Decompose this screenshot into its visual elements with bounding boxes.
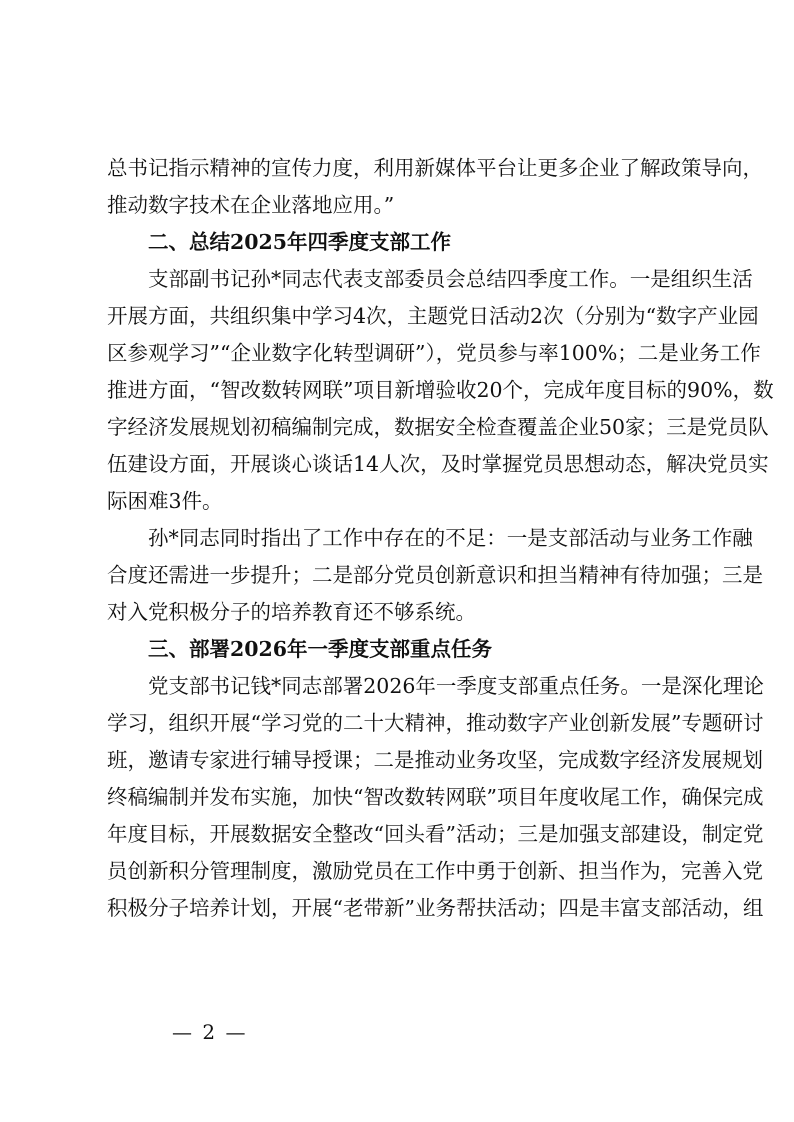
text-line: 支部副书记孙*同志代表支部委员会总结四季度工作。一是组织生活 — [148, 267, 753, 291]
text-line: 积极分子培养计划，开展“老带新”业务帮扶活动；四是丰富支部活动，组 — [107, 896, 764, 920]
heading-text: 三、部署2026年一季度支部重点任务 — [148, 637, 493, 661]
text-line: 字经济发展规划初稿编制完成，数据安全检查覆盖企业50家；三是党员队 — [107, 415, 769, 439]
text-line: 开展方面，共组织集中学习4次，主题党日活动2次（分别为“数字产业园 — [107, 304, 759, 328]
section-heading — [107, 224, 703, 261]
text-line: 对入党积极分子的培养教育还不够系统。 — [107, 600, 476, 624]
text-line: 合度还需进一步提升；二是部分党员创新意识和担当精神有待加强；三是 — [107, 563, 763, 587]
text-line: 员创新积分管理制度，激励党员在工作中勇于创新、担当作为，完善入党 — [107, 859, 763, 883]
text-line: 推动数字技术在企业落地应用。” — [107, 193, 395, 217]
text-line: 班，邀请专家进行辅导授课；二是推动业务攻坚，完成数字经济发展规划 — [107, 748, 763, 772]
text-line: 孙*同志同时指出了工作中存在的不足：一是支部活动与业务工作融 — [148, 526, 753, 550]
text-line: 党支部书记钱*同志部署2026年一季度支部重点任务。一是深化理论 — [148, 674, 764, 698]
paragraph — [107, 261, 774, 520]
paragraph — [107, 520, 763, 631]
text-line: 区参观学习”“企业数字化转型调研”），党员参与率100%；二是业务工作 — [107, 341, 761, 365]
page-number: — 2 — — [172, 1020, 248, 1044]
text-line: 伍建设方面，开展谈心谈话14人次，及时掌握党员思想动态，解决党员实 — [107, 452, 769, 476]
text-line: 总书记指示精神的宣传力度，利用新媒体平台让更多企业了解政策导向， — [107, 156, 763, 180]
text-line: 际困难3件。 — [107, 489, 223, 513]
paragraph — [107, 150, 763, 224]
heading-text: 二、总结2025年四季度支部工作 — [148, 230, 452, 254]
paragraph — [107, 668, 764, 927]
text-line: 学习，组织开展“学习党的二十大精神，推动数字产业创新发展”专题研讨 — [107, 711, 764, 735]
text-line: 终稿编制并发布实施，加快“智改数转网联”项目年度收尾工作，确保完成 — [107, 785, 764, 809]
section-heading — [107, 631, 703, 668]
document-body — [107, 150, 774, 927]
text-line: 年度目标，开展数据安全整改“回头看”活动；三是加强支部建设，制定党 — [107, 822, 764, 846]
text-line: 推进方面，“智改数转网联”项目新增验收20个，完成年度目标的90%，数 — [107, 378, 774, 402]
